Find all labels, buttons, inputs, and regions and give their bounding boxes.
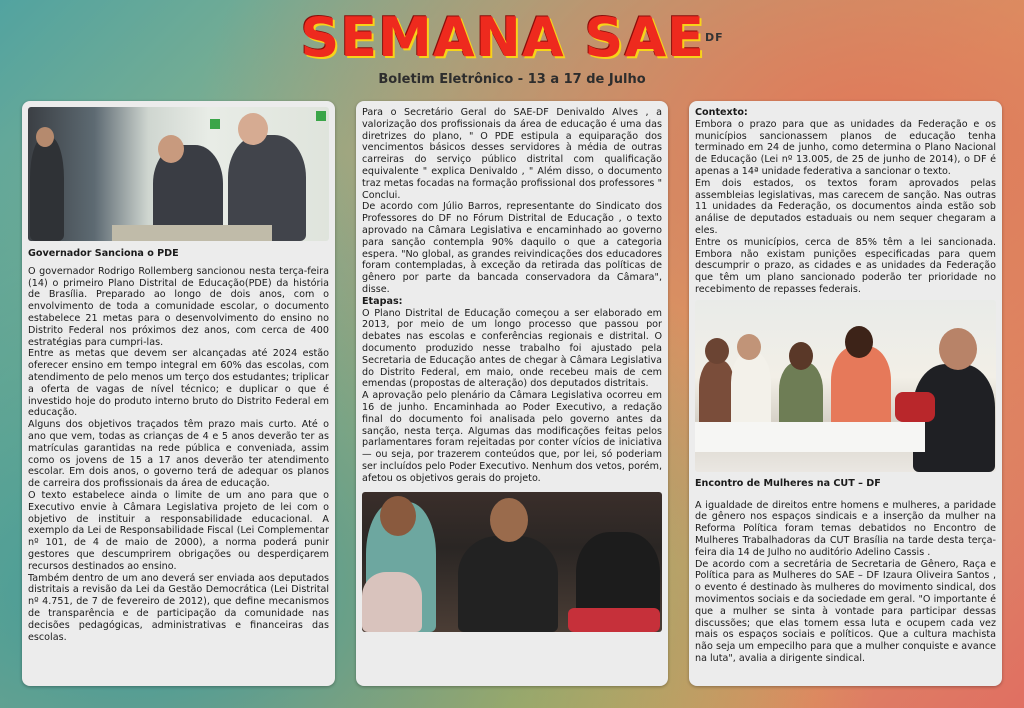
article-paragraph: Alguns dos objetivos traçados têm prazo mais curto. Até o ano que vem, todas as crianças de 4 e 5 anos deverão ter as matrículas garantidas na rede pública e conveniada, assim como os jovens de 15 a 17 anos deverão ter atendimento escolar. Em dois anos, o governo terá de adequar os planos de carreira dos profissionais da área de educação.: [28, 419, 329, 490]
article-paragraph: De acordo com a secretária de Secretaria de Gênero, Raça e Política para as Mulheres do SAE – DF Izaura Oliveira Santos , o evento é destinado às mulheres do movimento sindical, dos movimentos sociais e da sociedade em geral. "O importante é que a mulher se sinta à vontade para participar dessas discussões; que elas tomem essa luta e ocupem cada vez mais os espaços sociais e políticos. Que a cultura machista não seja um empecilho para que a mulher conquiste e avance na luta", avalia a dirigente sindical.: [695, 558, 996, 664]
person-figure: [362, 572, 422, 632]
article-paragraph: Embora o prazo para que as unidades da Federação e os municípios sancionassem planos de educação tenha terminado em 24 de junho, como determina o Plano Nacional de Educação (Lei nº 13.005, de 25 de junho de 2014), o DF é apenas a 14ª unidade federativa a sancionar o texto.: [695, 118, 996, 177]
article-paragraph: O Plano Distrital de Educação começou a ser elaborado em 2013, por meio de um longo processo que passou por debates nas escolas e conferências regionais e distrital. O documento produzido nesse trabalho foi ajustado pela Secretaria de Educação antes de chegar à Câmara Legislativa do Distrito Federal, em maio, onde recebeu mais de cem emendas (propostas de alteração) dos deputados distritais.: [362, 307, 662, 390]
person-head: [789, 342, 813, 370]
photo-caption: Encontro de Mulheres na CUT – DF: [695, 477, 881, 489]
person-head: [705, 338, 729, 364]
person-head: [737, 334, 761, 360]
article-paragraph: A igualdade de direitos entre homens e mulheres, a paridade de gênero nos espaços sindicais e a inserção da mulher na Reforma Política foram temas debatidos no Encontro de Mulheres Trabalhadoras da CUT Brasília na tarde desta terça-feira dia 14 de Julho no auditório Adelino Cassis .: [695, 499, 996, 558]
person-figure: [731, 352, 771, 432]
header: [0, 0, 1024, 100]
person-figure: [699, 360, 735, 430]
person-head: [36, 127, 54, 147]
person-figure: [831, 346, 891, 432]
article-paragraph: Em dois estados, os textos foram aprovados pelas assembleias legislativas, mas carecem de sanção. Nas outras 11 unidades da Federação, os documentos ainda estão sob análise de deputados estaduais ou nem sequer chegaram a eles.: [695, 177, 996, 236]
title-suffix: DF: [705, 31, 724, 44]
article-paragraph: Entre os municípios, cerca de 85% têm a lei sancionada. Embora não existam punições especificadas para quem descumprir o prazo, as cidades e as unidades da Federação que têm um plano sancionado poderão ter prioridade no recebimento de repasses federais.: [695, 236, 996, 295]
logo-mark: [210, 119, 220, 129]
person-head: [238, 113, 268, 145]
red-chair: [895, 392, 935, 422]
page-title: SEMANA SAEDF: [300, 6, 724, 69]
person-head: [380, 496, 416, 536]
signing-desk: [112, 225, 272, 241]
red-bag: [568, 608, 660, 632]
logo-mark: [316, 111, 326, 121]
women-meeting-photo: [695, 300, 996, 472]
column-pde-stages: [356, 101, 668, 686]
person-head: [845, 326, 873, 358]
section-heading: Contexto:: [695, 107, 748, 118]
meeting-table: [695, 422, 925, 452]
audience-photo: [362, 492, 662, 632]
article-paragraph: Também dentro de um ano deverá ser enviada aos deputados distritais a revisão da Lei da Gestão Democrática (Lei Distrital nº 4.751, de 7 de fevereiro de 2012), que define mecanismos de transparência e de participação da comunidade nas decisões pedagógicas, administrativas e financeiras das escolas.: [28, 572, 329, 643]
section-heading: Etapas:: [362, 295, 403, 307]
person-head: [158, 135, 184, 163]
article-paragraph: A aprovação pelo plenário da Câmara Legislativa ocorreu em 16 de junho. Encaminhada ao Poder Executivo, a redação final do documento foi analisada pelo governo antes da sanção, nesta terça. Algumas das modificações feitas pelos parlamentares foram rejeitadas por conter vícios de iniciativa — ou seja, por trazerem conteúdos que, por lei, só poderiam ser incluídos pelo Poder Executivo. Nenhum dos vetos, porém, afetou os objetivos gerais do projeto.: [362, 390, 662, 484]
article-paragraph: De acordo com Júlio Barros, representante do Sindicato dos Professores do DF no Fórum Distrital de Educação , o texto aprovado na Câmara Legislativa e encaminhado ao governo para sanção contempla 90% daquilo o que a categoria espera. "No global, as grandes reivindicações dos educadores foram contempladas, à exceção da retirada das políticas de gênero por parte da bancada conservadora da Câmara", disse.: [362, 201, 662, 295]
article-paragraph: Entre as metas que devem ser alcançadas até 2024 estão oferecer ensino em tempo integral em 60% das escolas, com atendimento de pelo menos um terço dos estudantes; triplicar a oferta de vagas de nível técnico; e duplicar o que é investido hoje do produto interno bruto do Distrito Federal em educação.: [28, 348, 329, 419]
person-head: [939, 328, 977, 370]
article-paragraph: O governador Rodrigo Rollemberg sancionou nesta terça-feira (14) o primeiro Plano Distrital de Educação(PDE) da história de Brasília. Preparado ao longo de dois anos, com o envolvimento de toda a comunidade escolar, o documento estabelece 21 metas para o desenvolvimento do ensino no Distrito Federal nos próximos dez anos, com cerca de 400 estratégias para cumpri-las.: [28, 265, 329, 348]
person-head: [490, 498, 528, 542]
person-figure: [30, 137, 64, 241]
page-subtitle: Boletim Eletrônico - 13 a 17 de Julho: [378, 72, 646, 87]
article-paragraph: Para o Secretário Geral do SAE-DF Denivaldo Alves , a valorização dos profissionais da área de educação é uma das diretrizes do plano, " O PDE estipula a equiparação dos vencimentos básicos desses servidores à média de outras carreiras do serviço público distrital com qualificação equivalente " explica Denivaldo , " Além disso, o documento traz metas focadas na formação profissional dos professores " Conclui.: [362, 107, 662, 201]
column-context-women: [689, 101, 1002, 686]
article-paragraph: O texto estabelece ainda o limite de um ano para que o Executivo envie à Câmara Legislativa projeto de lei com o objetivo de instituir a responsabilidade educacional. A exemplo da Lei de Responsabilidade Fiscal (Lei Complementar nº 101, de 4 de maio de 2000), a norma poderá punir gestores que descumprirem obrigações ou desperdiçarem recursos destinados ao ensino.: [28, 489, 329, 572]
person-figure: [458, 536, 558, 632]
governor-signing-photo: [28, 107, 329, 241]
photo-caption: Governador Sanciona o PDE: [28, 248, 179, 259]
column-pde-sanction: [22, 101, 335, 686]
